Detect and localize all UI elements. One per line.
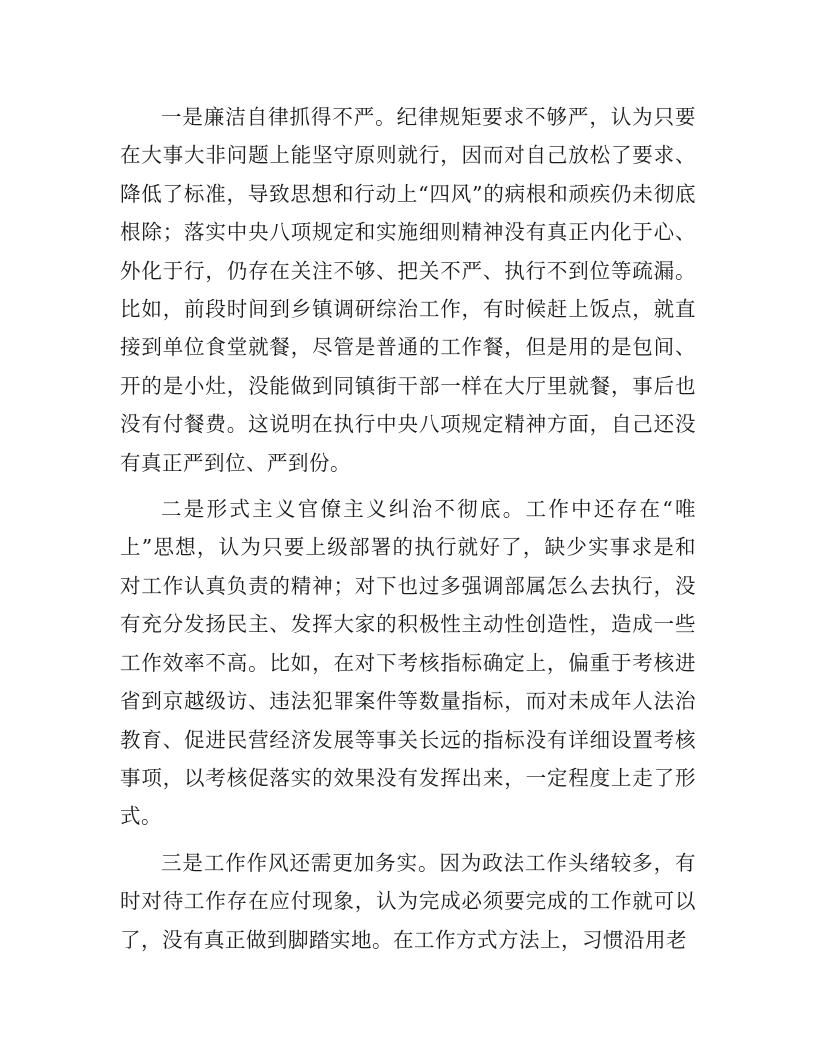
document-page <box>120 98 696 959</box>
paragraph-work-style: 三是工作作风还需更加务实。因为政法工作头绪较多，有时对待工作存在应付现象，认为完成必须要完成的工作就可以了，没有真正做到脚踏实地。在工作方式方法上，习惯沿用老 <box>120 850 696 952</box>
paragraph-integrity: 一是廉洁自律抓得不严。纪律规矩要求不够严，认为只要在大事大非问题上能坚守原则就行，因而对自己放松了要求、降低了标准，导致思想和行动上“四风”的病根和顽疾仍未彻底根除；落实中央八项规定和实施细则精神没有真正内化于心、外化于行，仍存在关注不够、把关不严、执行不到位等疏漏。比如，前段时间到乡镇调研综治工作，有时候赶上饭点，就直接到单位食堂就餐，尽管是普通的工作餐，但是用的是包间、开的是小灶，没能做到同镇街干部一样在大厅里就餐，事后也没有付餐费。这说明在执行中央八项规定精神方面，自己还没有真正严到位、严到份。 <box>120 105 696 475</box>
paragraph-formalism: 二是形式主义官僚主义纠治不彻底。工作中还存在“唯上”思想，认为只要上级部署的执行就好了，缺少实事求是和对工作认真负责的精神；对下也过多强调部属怎么去执行，没有充分发扬民主、发挥大家的积极性主动性创造性，造成一些工作效率不高。比如，在对下考核指标确定上，偏重于考核进省到京越级访、违法犯罪案件等数量指标，而对未成年人法治教育、促进民营经济发展等事关长远的指标没有详细设置考核事项，以考核促落实的效果没有发挥出来，一定程度上走了形式。 <box>120 497 696 829</box>
